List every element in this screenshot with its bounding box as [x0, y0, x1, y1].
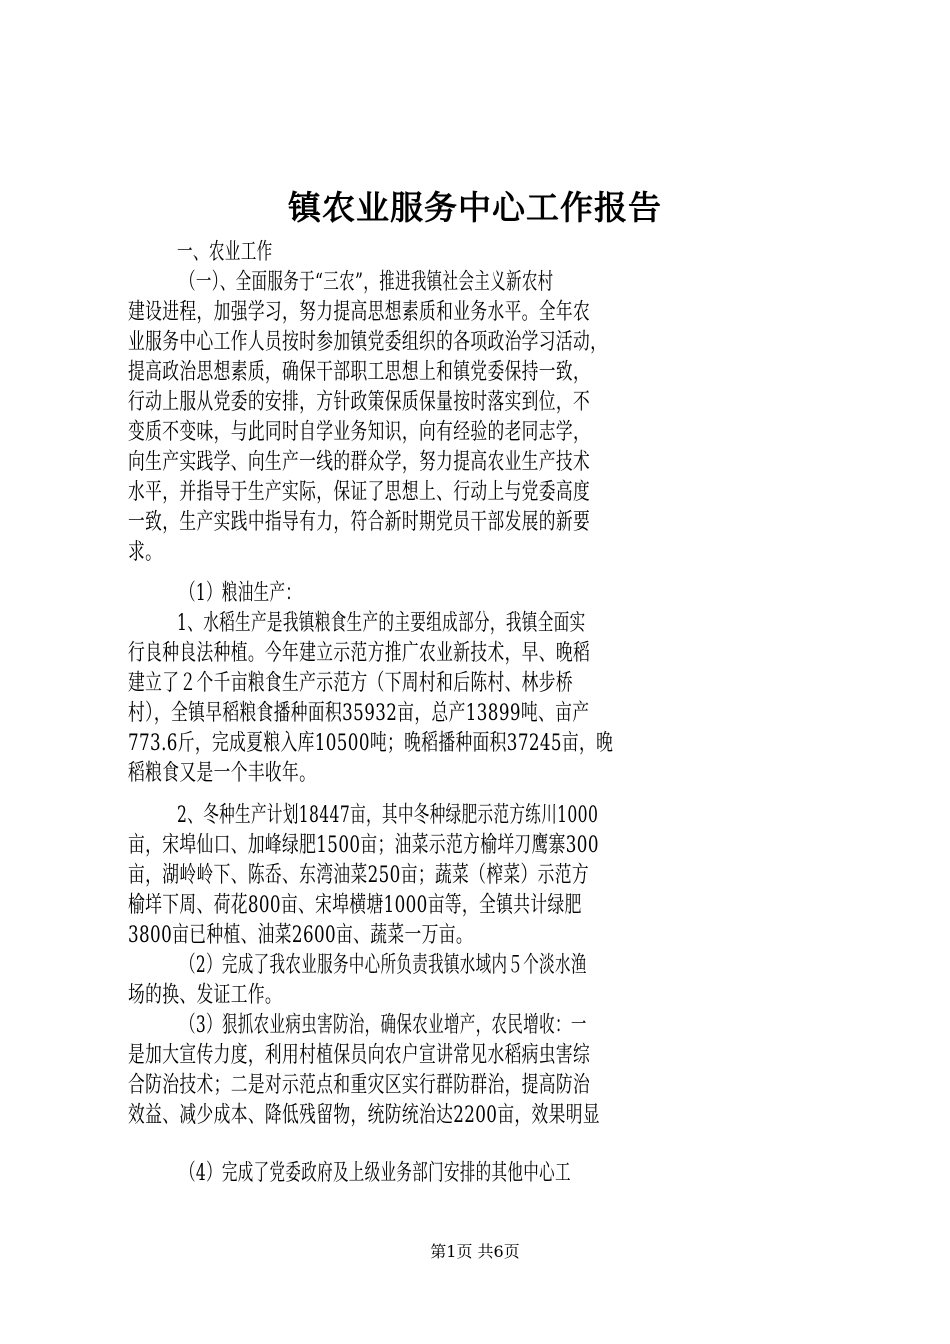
paragraph-line: 村），全镇早稻粮食播种面积35932亩，总产13899吨、亩产: [128, 700, 590, 726]
paragraph-line: 亩，湖岭岭下、陈岙、东湾油菜250亩；蔬菜（榨菜）示范方: [128, 862, 589, 888]
subsection-heading: （1）粮油生产：: [180, 580, 302, 606]
paragraph-line: 场的换、发证工作。: [128, 982, 283, 1008]
paragraph-line: 业服务中心工作人员按时参加镇党委组织的各项政治学习活动，: [128, 329, 608, 355]
paragraph-line: （一）、全面服务于“三农”，推进我镇社会主义新农村: [180, 269, 554, 295]
paragraph-line: 建设进程，加强学习，努力提高思想素质和业务水平。全年农: [128, 299, 591, 325]
paragraph-line: 榆垟下周、荷花800亩、宋埠横塘1000亩等，全镇共计绿肥: [128, 892, 582, 918]
paragraph-line: （4）完成了党委政府及上级业务部门安排的其他中心工: [180, 1160, 571, 1186]
paragraph-line: 水平，并指导于生产实际，保证了思想上、行动上与党委高度: [128, 479, 591, 505]
document-title: 镇农业服务中心工作报告: [288, 188, 662, 227]
paragraph-line: 向生产实践学、向生产一线的群众学，努力提高农业生产技术: [128, 449, 591, 475]
section-heading: 一、农业工作: [177, 239, 273, 265]
paragraph-line: （2）完成了我农业服务中心所负责我镇水域内５个淡水渔: [180, 952, 587, 978]
paragraph-line: 效益、减少成本、降低残留物，统防统治达2200亩，效果明显: [128, 1102, 601, 1128]
paragraph-line: 行动上服从党委的安排，方针政策保质保量按时落实到位，不: [128, 389, 591, 415]
page-number-footer: 第1页 共6页: [430, 1242, 520, 1261]
paragraph-line: 提高政治思想素质，确保干部职工思想上和镇党委保持一致，: [128, 359, 591, 385]
paragraph-line: 1、水稻生产是我镇粮食生产的主要组成部分，我镇全面实: [177, 610, 586, 636]
paragraph-line: 2、冬种生产计划18447亩，其中冬种绿肥示范方练川1000: [177, 802, 599, 828]
paragraph-line: 合防治技术；二是对示范点和重灾区实行群防群治，提高防治: [128, 1072, 591, 1098]
paragraph-line: 一致，生产实践中指导有力，符合新时期党员干部发展的新要: [128, 509, 591, 535]
paragraph-line: 建立了２个千亩粮食生产示范方（下周村和后陈村、林步桥: [128, 670, 574, 696]
paragraph-line: 3800亩已种植、油菜2600亩、蔬菜一万亩。: [128, 922, 473, 948]
paragraph-line: 求。: [128, 539, 163, 565]
paragraph-line: 稻粮食又是一个丰收年。: [128, 760, 317, 786]
paragraph-line: 变质不变味，与此同时自学业务知识，向有经验的老同志学，: [128, 419, 591, 445]
paragraph-line: 行良种良法种植。今年建立示范方推广农业新技术，早、晚稻: [128, 640, 591, 666]
paragraph-line: 是加大宣传力度，利用村植保员向农户宣讲常见水稻病虫害综: [128, 1042, 591, 1068]
paragraph-line: 亩，宋埠仙口、加峰绿肥1500亩；油菜示范方榆垟刀鹰寨300: [128, 832, 599, 858]
paragraph-line: （3）狠抓农业病虫害防治，确保农业增产，农民增收：一: [180, 1012, 587, 1038]
paragraph-line: 773.6斤，完成夏粮入库10500吨；晚稻播种面积37245亩，晚: [128, 730, 614, 756]
